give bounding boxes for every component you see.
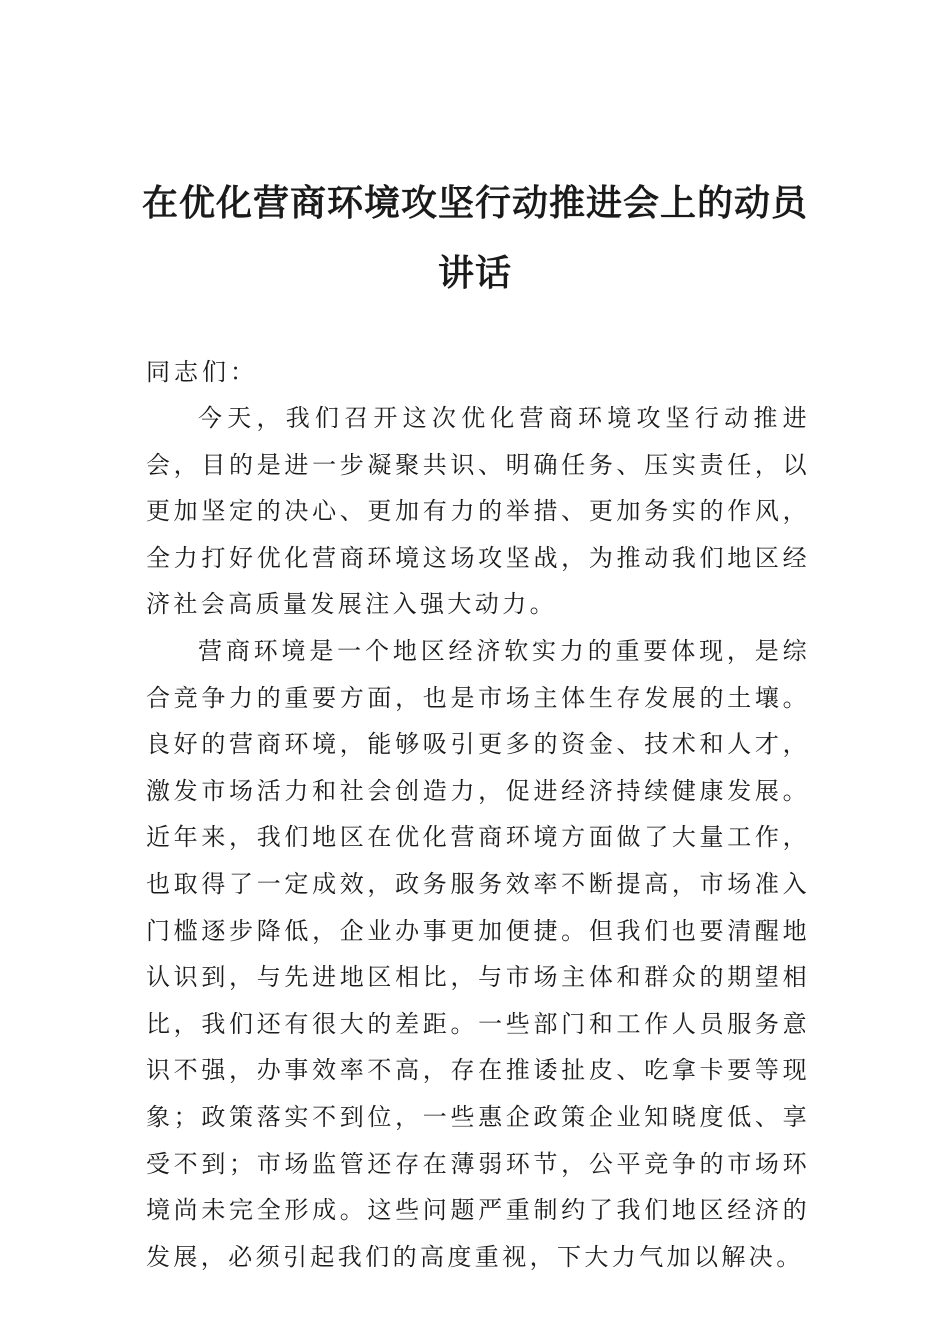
salutation: 同志们： bbox=[146, 358, 258, 386]
paragraph-2: 营商环境是一个地区经济软实力的重要体现，是综合竞争力的重要方面，也是市场主体生存发展的土壤。良好的营商环境，能够吸引更多的资金、技术和人才，激发市场活力和社会创造力，促进经济持续健康发展。近年来，我们地区在优化营商环境方面做了大量工作，也取得了一定成效，政务服务效率不断提高，市场准入门槛逐步降低，企业办事更加便捷。但我们也要清醒地认识到，与先进地区相比，与市场主体和群众的期望相比，我们还有很大的差距。一些部门和工作人员服务意识不强，办事效率不高，存在推诿扯皮、吃拿卡要等现象；政策落实不到位，一些惠企政策企业知晓度低、享受不到；市场监管还存在薄弱环节，公平竞争的市场环境尚未完全形成。这些问题严重制约了我们地区经济的发展，必须引起我们的高度重视，下大力气加以解决。 bbox=[146, 636, 810, 1271]
document-title: 在优化营商环境攻坚行动推进会上的动员讲话 bbox=[141, 182, 808, 294]
document-body bbox=[146, 395, 810, 1280]
paragraph-1: 今天，我们召开这次优化营商环境攻坚行动推进会，目的是进一步凝聚共识、明确任务、压实责任，以更加坚定的决心、更加有力的举措、更加务实的作风，全力打好优化营商环境这场攻坚战，为推动我们地区经济社会高质量发展注入强大动力。 bbox=[146, 404, 810, 619]
